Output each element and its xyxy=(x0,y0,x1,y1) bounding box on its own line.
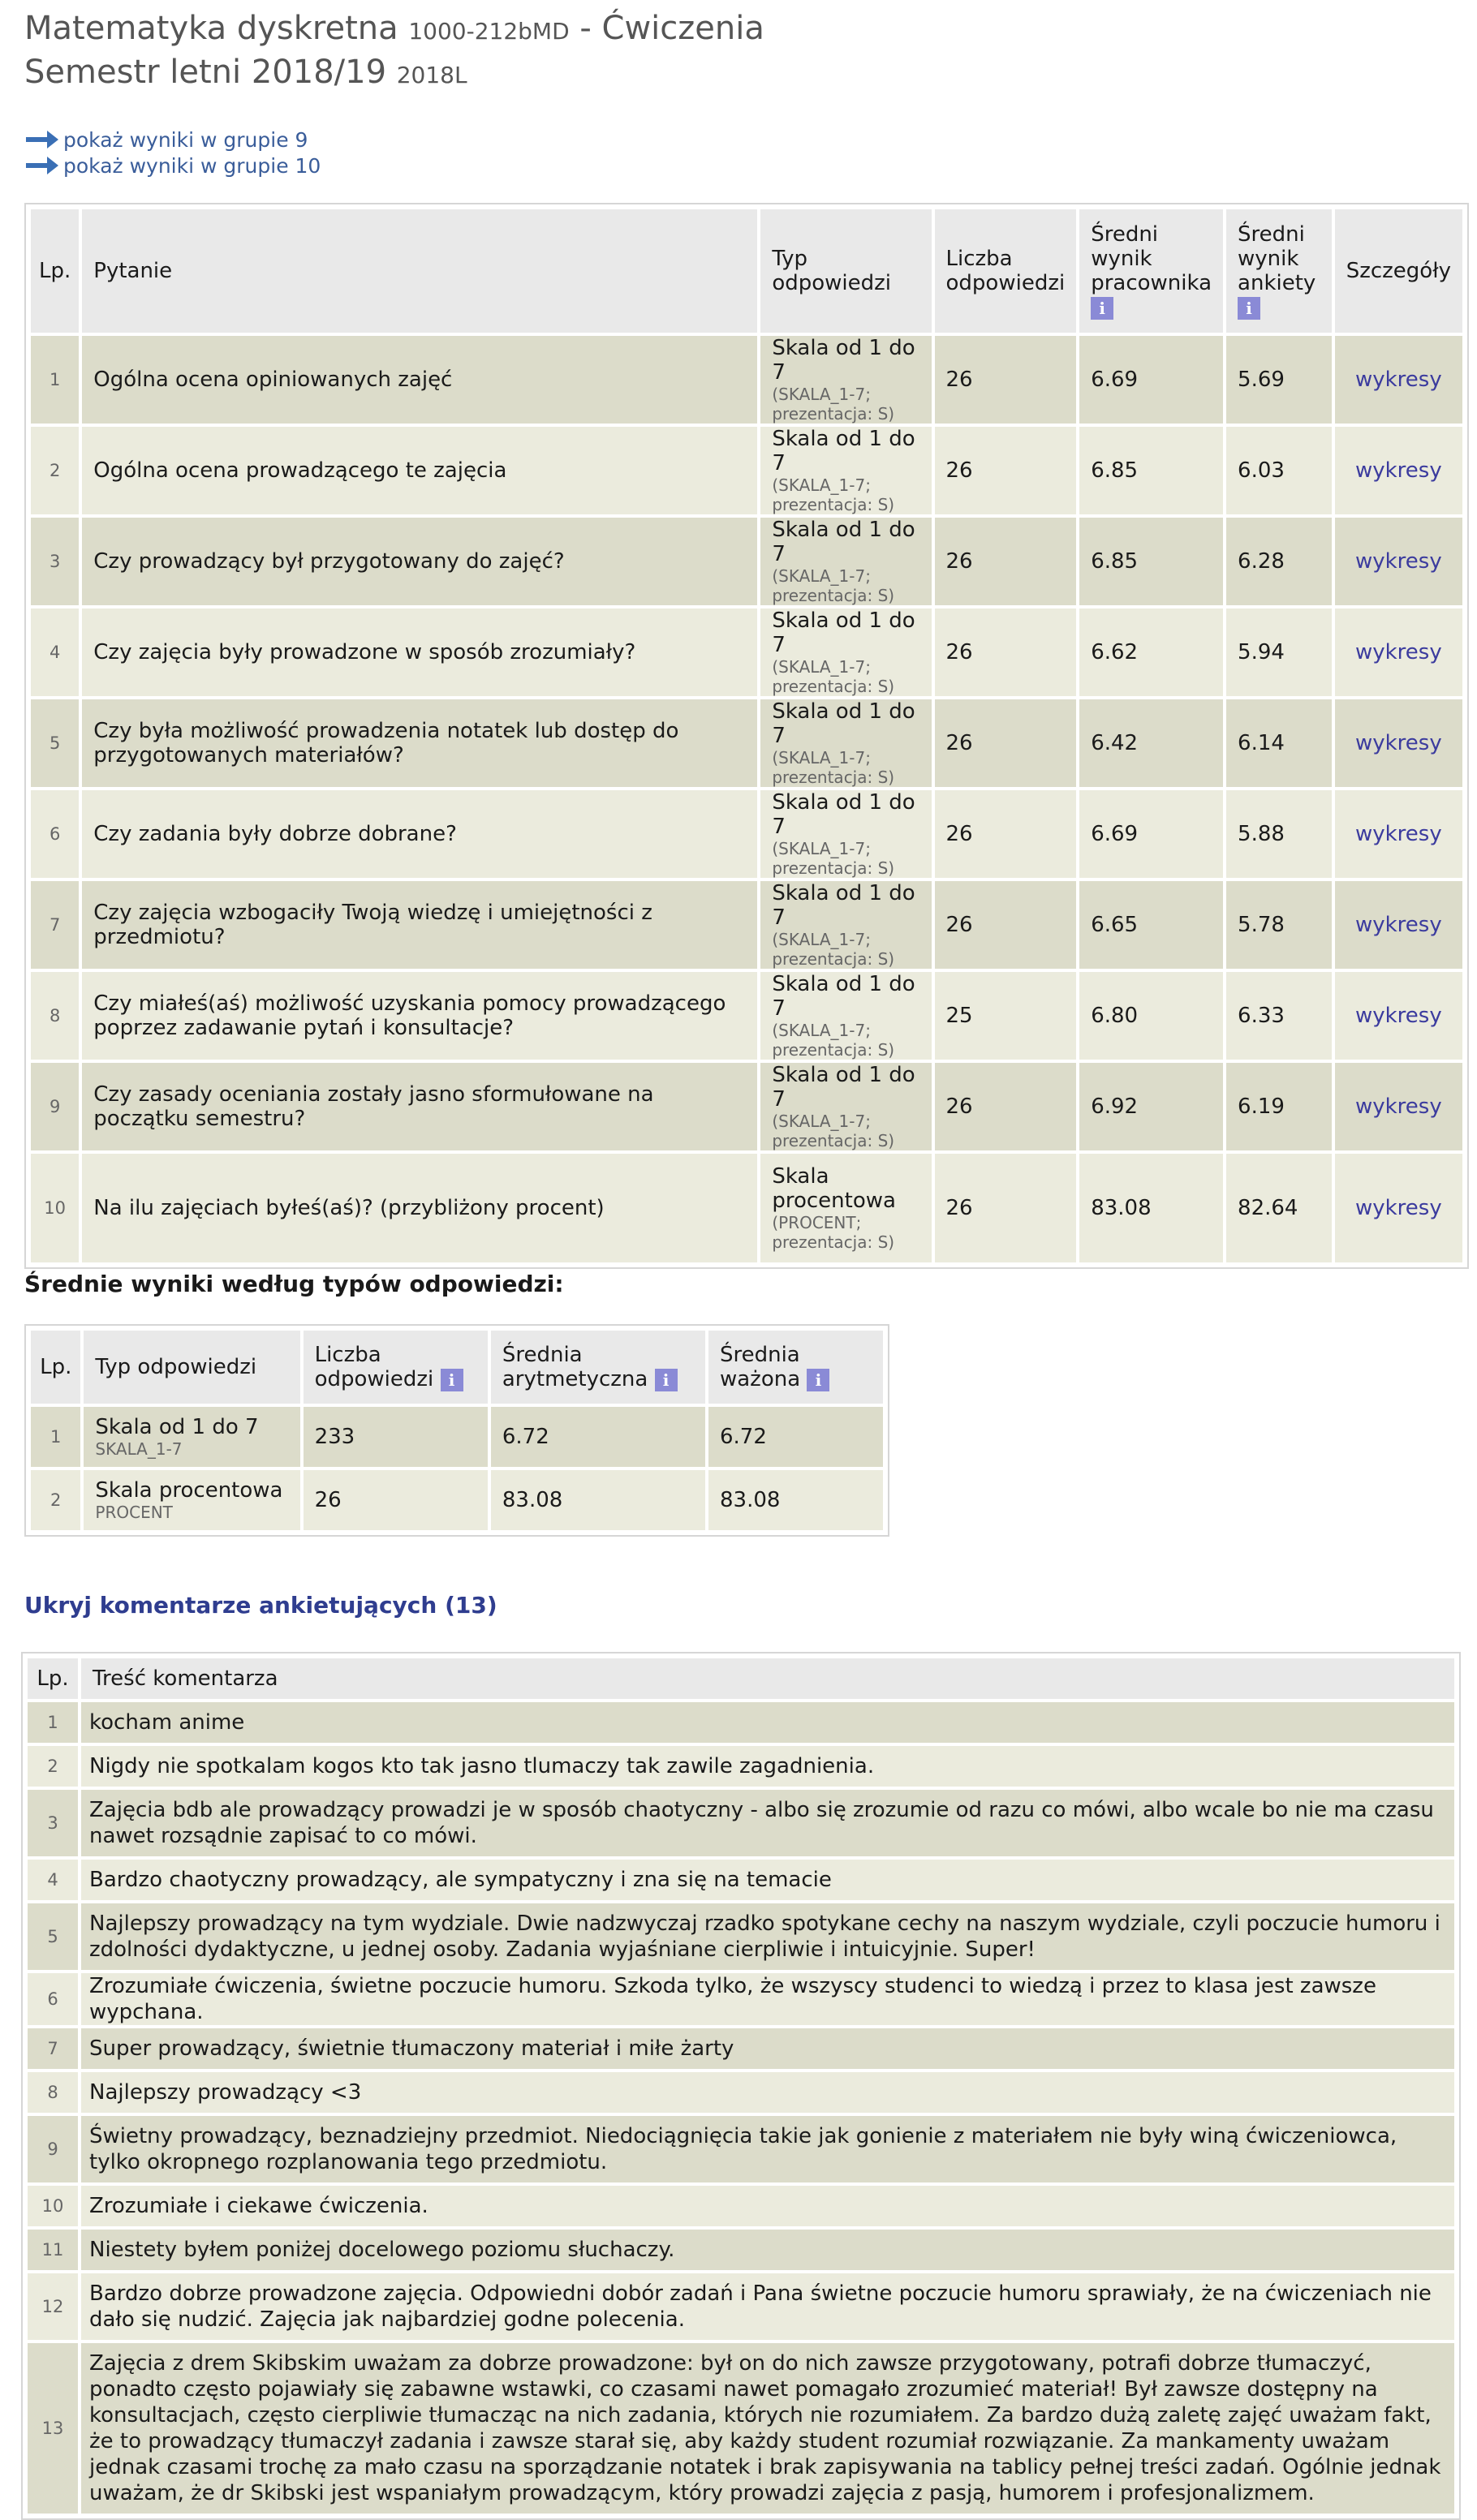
row-lp: 9 xyxy=(28,2116,78,2182)
row-survey-avg: 82.64 xyxy=(1226,1154,1332,1262)
arrow-right-icon xyxy=(24,153,60,178)
info-icon[interactable]: i xyxy=(655,1369,678,1391)
table-row xyxy=(31,608,1462,696)
info-icon[interactable]: i xyxy=(807,1369,829,1391)
row-weighted: 6.72 xyxy=(708,1407,883,1467)
averages-table xyxy=(28,1327,886,1533)
row-lp: 8 xyxy=(31,972,79,1060)
col-count: Liczba odpowiedzi xyxy=(935,209,1077,333)
row-question: Ogólna ocena prowadzącego te zajęcia xyxy=(82,427,757,514)
table-row xyxy=(31,1407,883,1467)
row-type-sub: (SKALA_1-7; prezentacja: S) xyxy=(772,385,895,424)
semester-title xyxy=(24,54,467,91)
comments-col-lp: Lp. xyxy=(28,1658,78,1699)
row-lp: 2 xyxy=(31,1470,80,1530)
row-details xyxy=(1335,518,1462,605)
comment-text: Bardzo dobrze prowadzone zajęcia. Odpowiedni dobór zadań i Pana świetne poczucie humoru sprawiały, że na ćwiczeniach nie dało się nudzić. Zajęcia jak najbardziej godne polecenia. xyxy=(81,2273,1454,2340)
avg-col-type: Typ odpowiedzi xyxy=(84,1331,299,1404)
col-details: Szczegóły xyxy=(1335,209,1462,333)
row-lp: 2 xyxy=(28,1746,78,1787)
row-type xyxy=(760,518,931,605)
comment-row xyxy=(28,2028,1454,2069)
charts-link[interactable]: wykresy xyxy=(1354,368,1442,392)
row-survey-avg: 6.14 xyxy=(1226,699,1332,787)
course-name: Matematyka dyskretna xyxy=(24,10,398,47)
charts-link[interactable]: wykresy xyxy=(1354,549,1442,574)
row-lp: 5 xyxy=(28,1903,78,1970)
row-type xyxy=(760,699,931,787)
row-question: Czy zadania były dobrze dobrane? xyxy=(82,790,757,878)
row-employee-avg: 6.62 xyxy=(1079,608,1223,696)
avg-col-weighted xyxy=(708,1331,883,1404)
charts-link[interactable]: wykresy xyxy=(1354,1196,1442,1220)
row-survey-avg: 6.03 xyxy=(1226,427,1332,514)
row-employee-avg: 6.85 xyxy=(1079,427,1223,514)
row-details xyxy=(1335,1063,1462,1150)
comment-row xyxy=(28,1790,1454,1856)
col-employee-avg xyxy=(1079,209,1223,333)
comment-text: kocham anime xyxy=(81,1702,1454,1743)
col-survey-avg-label: Średni wynik ankiety xyxy=(1238,222,1316,295)
row-type-main: Skala od 1 do 7 xyxy=(772,608,915,657)
row-count: 26 xyxy=(304,1470,488,1530)
row-type xyxy=(760,427,931,514)
row-question: Czy zajęcia wzbogaciły Twoją wiedzę i umiejętności z przedmiotu? xyxy=(82,881,757,969)
row-type xyxy=(760,1154,931,1262)
row-count: 26 xyxy=(935,608,1077,696)
row-survey-avg: 6.28 xyxy=(1226,518,1332,605)
group-link-label[interactable]: pokaż wyniki w grupie 9 xyxy=(63,127,308,152)
table-row xyxy=(31,1063,1462,1150)
row-type-sub: (PROCENT; prezentacja: S) xyxy=(772,1213,895,1252)
group-links xyxy=(24,127,321,178)
row-lp: 3 xyxy=(31,518,79,605)
row-type-main: Skala od 1 do 7 xyxy=(772,518,915,566)
row-type xyxy=(760,1063,931,1150)
row-count: 26 xyxy=(935,1154,1077,1262)
col-employee-avg-label: Średni wynik pracownika xyxy=(1091,222,1212,295)
table-row xyxy=(31,972,1462,1060)
comment-row xyxy=(28,2230,1454,2270)
row-lp: 6 xyxy=(31,790,79,878)
row-type xyxy=(84,1470,299,1530)
avg-col-count xyxy=(304,1331,488,1404)
row-mean: 83.08 xyxy=(491,1470,705,1530)
row-lp: 8 xyxy=(28,2072,78,2113)
row-type-main: Skala od 1 do 7 xyxy=(772,336,915,385)
row-employee-avg: 6.69 xyxy=(1079,790,1223,878)
row-weighted: 83.08 xyxy=(708,1470,883,1530)
semester-code: 2018L xyxy=(396,62,467,88)
row-type-sub: (SKALA_1-7; prezentacja: S) xyxy=(772,748,895,787)
title-separator: - xyxy=(579,10,592,47)
row-type xyxy=(760,972,931,1060)
row-type xyxy=(760,336,931,424)
row-type-sub: (SKALA_1-7; prezentacja: S) xyxy=(772,475,895,514)
averages-table-box xyxy=(24,1324,889,1537)
table-row xyxy=(31,427,1462,514)
row-type-main: Skala od 1 do 7 xyxy=(772,427,915,475)
table-row xyxy=(31,881,1462,969)
row-lp: 1 xyxy=(31,1407,80,1467)
comments-table xyxy=(24,1655,1458,2517)
avg-col-mean-label: Średnia arytmetyczna xyxy=(502,1343,648,1391)
comment-row xyxy=(28,2273,1454,2340)
semester-name: Semestr letni 2018/19 xyxy=(24,54,387,91)
page-title xyxy=(24,10,764,47)
row-lp: 4 xyxy=(31,608,79,696)
row-lp: 9 xyxy=(31,1063,79,1150)
row-survey-avg: 5.88 xyxy=(1226,790,1332,878)
table-row xyxy=(31,336,1462,424)
avg-col-lp: Lp. xyxy=(31,1331,80,1404)
row-type-sub: PROCENT xyxy=(95,1503,173,1522)
row-count: 26 xyxy=(935,336,1077,424)
row-lp: 13 xyxy=(28,2343,78,2514)
row-question: Czy zajęcia były prowadzone w sposób zrozumiały? xyxy=(82,608,757,696)
row-lp: 10 xyxy=(28,2186,78,2226)
row-lp: 12 xyxy=(28,2273,78,2340)
row-details xyxy=(1335,336,1462,424)
comment-text: Niestety byłem poniżej docelowego poziomu słuchaczy. xyxy=(81,2230,1454,2270)
averages-title: Średnie wyniki według typów odpowiedzi: xyxy=(24,1271,564,1297)
row-employee-avg: 6.92 xyxy=(1079,1063,1223,1150)
table-row xyxy=(31,1470,883,1530)
row-lp: 2 xyxy=(31,427,79,514)
comment-row xyxy=(28,2186,1454,2226)
comment-row xyxy=(28,2343,1454,2514)
row-count: 26 xyxy=(935,518,1077,605)
row-employee-avg: 6.69 xyxy=(1079,336,1223,424)
row-type-main: Skala procentowa xyxy=(95,1478,283,1503)
charts-link[interactable]: wykresy xyxy=(1354,913,1442,937)
row-lp: 5 xyxy=(31,699,79,787)
row-details xyxy=(1335,699,1462,787)
info-icon[interactable]: i xyxy=(1238,297,1260,320)
row-question: Czy była możliwość prowadzenia notatek lub dostęp do przygotowanych materiałów? xyxy=(82,699,757,787)
row-type-sub: (SKALA_1-7; prezentacja: S) xyxy=(772,566,895,605)
row-count: 233 xyxy=(304,1407,488,1467)
comment-text: Zrozumiałe ćwiczenia, świetne poczucie humoru. Szkoda tylko, że wszyscy studenci to wiedzą i przez to klasa jest zawsze wypchana. xyxy=(81,1973,1454,2025)
row-lp: 4 xyxy=(28,1860,78,1900)
row-type-sub: SKALA_1-7 xyxy=(95,1439,183,1459)
row-question: Czy prowadzący był przygotowany do zajęć? xyxy=(82,518,757,605)
row-type-main: Skala od 1 do 7 xyxy=(772,699,915,748)
row-type xyxy=(84,1407,299,1467)
charts-link[interactable]: wykresy xyxy=(1354,731,1442,755)
table-row xyxy=(31,518,1462,605)
table-row xyxy=(31,790,1462,878)
comment-row xyxy=(28,2072,1454,2113)
row-count: 26 xyxy=(935,1063,1077,1150)
row-type xyxy=(760,790,931,878)
comment-row xyxy=(28,1702,1454,1743)
row-details xyxy=(1335,427,1462,514)
questions-table xyxy=(28,206,1466,1266)
comment-text: Super prowadzący, świetnie tłumaczony materiał i miłe żarty xyxy=(81,2028,1454,2069)
row-type-main: Skala od 1 do 7 xyxy=(772,972,915,1021)
class-type: Ćwiczenia xyxy=(601,10,764,47)
row-type xyxy=(760,881,931,969)
row-lp: 6 xyxy=(28,1973,78,2025)
row-type-main: Skala od 1 do 7 xyxy=(95,1415,259,1439)
col-question: Pytanie xyxy=(82,209,757,333)
group-link-label[interactable]: pokaż wyniki w grupie 10 xyxy=(63,153,321,178)
row-count: 26 xyxy=(935,790,1077,878)
comment-row xyxy=(28,1746,1454,1787)
row-survey-avg: 6.33 xyxy=(1226,972,1332,1060)
comment-text: Zajęcia z drem Skibskim uważam za dobrze prowadzone: był on do nich zawsze przygotowany, potrafi dobrze tłumaczyć, ponadto często pojawiały się zabawne wstawki, co czasami nawet pomagało zrozumieć materiał! Był zawsze dostępny na konsultacjach, często cierpliwie tłumacząc na nich zadania, których nie rozumiałem. Za bardzo dużą zaletę zajęć uważam fakt, że to prowadzący tłumaczył zadania i zawsze starał się, aby każdy student rozumiał rozwiązanie. Za mankamenty uważam jednak czasami trochę za mało czasu na sporządzanie notatek i brak zapisywania na tablicy pełnej treści zadań. Ogólnie jednak uważam, że dr Skibski jest wspaniałym prowadzącym, który prowadzi zajęcia z pasją, humorem i profesjonalizmem. xyxy=(81,2343,1454,2514)
row-type-main: Skala od 1 do 7 xyxy=(772,881,915,930)
row-employee-avg: 6.42 xyxy=(1079,699,1223,787)
row-type-sub: (SKALA_1-7; prezentacja: S) xyxy=(772,657,895,696)
comment-text: Najlepszy prowadzący na tym wydziale. Dwie nadzwyczaj rzadko spotykane cechy na naszym wydziale, czyli poczucie humoru i zdolności dydaktyczne, u jednej osoby. Zadania wyjaśniane cierpliwie i intuicyjnie. Super! xyxy=(81,1903,1454,1970)
row-employee-avg: 6.65 xyxy=(1079,881,1223,969)
row-employee-avg: 83.08 xyxy=(1079,1154,1223,1262)
comment-text: Bardzo chaotyczny prowadzący, ale sympatyczny i zna się na temacie xyxy=(81,1860,1454,1900)
row-lp: 7 xyxy=(28,2028,78,2069)
charts-link[interactable]: wykresy xyxy=(1354,1004,1442,1028)
group-link-10[interactable] xyxy=(24,153,321,178)
row-lp: 11 xyxy=(28,2230,78,2270)
comment-text: Zajęcia bdb ale prowadzący prowadzi je w sposób chaotyczny - albo się zrozumie od razu co mówi, albo wcale bo nie ma czasu nawet rozsądnie zapisać to co mówi. xyxy=(81,1790,1454,1856)
comment-row xyxy=(28,2116,1454,2182)
row-question: Na ilu zajęciach byłeś(aś)? (przybliżony procent) xyxy=(82,1154,757,1262)
row-details xyxy=(1335,790,1462,878)
comment-text: Najlepszy prowadzący <3 xyxy=(81,2072,1454,2113)
questions-table-box xyxy=(24,203,1469,1269)
arrow-right-icon xyxy=(24,127,60,153)
comments-col-content: Treść komentarza xyxy=(81,1658,1454,1699)
charts-link[interactable]: wykresy xyxy=(1354,822,1442,846)
row-lp: 10 xyxy=(31,1154,79,1262)
comment-text: Zrozumiałe i ciekawe ćwiczenia. xyxy=(81,2186,1454,2226)
row-type xyxy=(760,608,931,696)
row-type-main: Skala procentowa xyxy=(772,1164,896,1213)
row-details xyxy=(1335,972,1462,1060)
row-details xyxy=(1335,881,1462,969)
row-survey-avg: 5.94 xyxy=(1226,608,1332,696)
col-type: Typ odpowiedzi xyxy=(760,209,931,333)
col-lp: Lp. xyxy=(31,209,79,333)
row-lp: 1 xyxy=(28,1702,78,1743)
row-type-main: Skala od 1 do 7 xyxy=(772,1063,915,1112)
hide-comments-link[interactable]: Ukryj komentarze ankietujących (13) xyxy=(24,1592,497,1619)
row-details xyxy=(1335,1154,1462,1262)
row-type-sub: (SKALA_1-7; prezentacja: S) xyxy=(772,1021,895,1060)
avg-col-weighted-label: Średnia ważona xyxy=(719,1343,801,1391)
row-question: Czy miałeś(aś) możliwość uzyskania pomocy prowadzącego poprzez zadawanie pytań i konsultacje? xyxy=(82,972,757,1060)
charts-link[interactable]: wykresy xyxy=(1354,458,1442,483)
row-count: 26 xyxy=(935,699,1077,787)
row-survey-avg: 5.69 xyxy=(1226,336,1332,424)
col-survey-avg xyxy=(1226,209,1332,333)
comment-row xyxy=(28,1860,1454,1900)
charts-link[interactable]: wykresy xyxy=(1354,1094,1442,1119)
course-code: 1000-212bMD xyxy=(408,18,570,45)
row-type-sub: (SKALA_1-7; prezentacja: S) xyxy=(772,930,895,969)
row-type-sub: (SKALA_1-7; prezentacja: S) xyxy=(772,1112,895,1150)
comment-row xyxy=(28,1903,1454,1970)
row-employee-avg: 6.85 xyxy=(1079,518,1223,605)
comments-table-box xyxy=(21,1652,1461,2520)
row-lp: 1 xyxy=(31,336,79,424)
charts-link[interactable]: wykresy xyxy=(1354,640,1442,664)
avg-col-mean xyxy=(491,1331,705,1404)
row-type-sub: (SKALA_1-7; prezentacja: S) xyxy=(772,839,895,878)
group-link-9[interactable] xyxy=(24,127,321,153)
row-count: 25 xyxy=(935,972,1077,1060)
row-question: Ogólna ocena opiniowanych zajęć xyxy=(82,336,757,424)
avg-col-count-label: Liczba odpowiedzi xyxy=(314,1343,434,1391)
row-survey-avg: 6.19 xyxy=(1226,1063,1332,1150)
row-type-main: Skala od 1 do 7 xyxy=(772,790,915,839)
row-lp: 7 xyxy=(31,881,79,969)
row-mean: 6.72 xyxy=(491,1407,705,1467)
row-survey-avg: 5.78 xyxy=(1226,881,1332,969)
row-count: 26 xyxy=(935,881,1077,969)
info-icon[interactable]: i xyxy=(1091,297,1113,320)
row-employee-avg: 6.80 xyxy=(1079,972,1223,1060)
info-icon[interactable]: i xyxy=(441,1369,463,1391)
comment-text: Nigdy nie spotkalam kogos kto tak jasno tlumaczy tak zawile zagadnienia. xyxy=(81,1746,1454,1787)
row-question: Czy zasady oceniania zostały jasno sformułowane na początku semestru? xyxy=(82,1063,757,1150)
table-row xyxy=(31,699,1462,787)
comment-row xyxy=(28,1973,1454,2025)
row-count: 26 xyxy=(935,427,1077,514)
table-row xyxy=(31,1154,1462,1262)
row-lp: 3 xyxy=(28,1790,78,1856)
comment-text: Świetny prowadzący, beznadziejny przedmiot. Niedociągnięcia takie jak gonienie z materiałem nie były winą ćwiczeniowca, tylko okropnego rozplanowania tego przedmiotu. xyxy=(81,2116,1454,2182)
row-details xyxy=(1335,608,1462,696)
